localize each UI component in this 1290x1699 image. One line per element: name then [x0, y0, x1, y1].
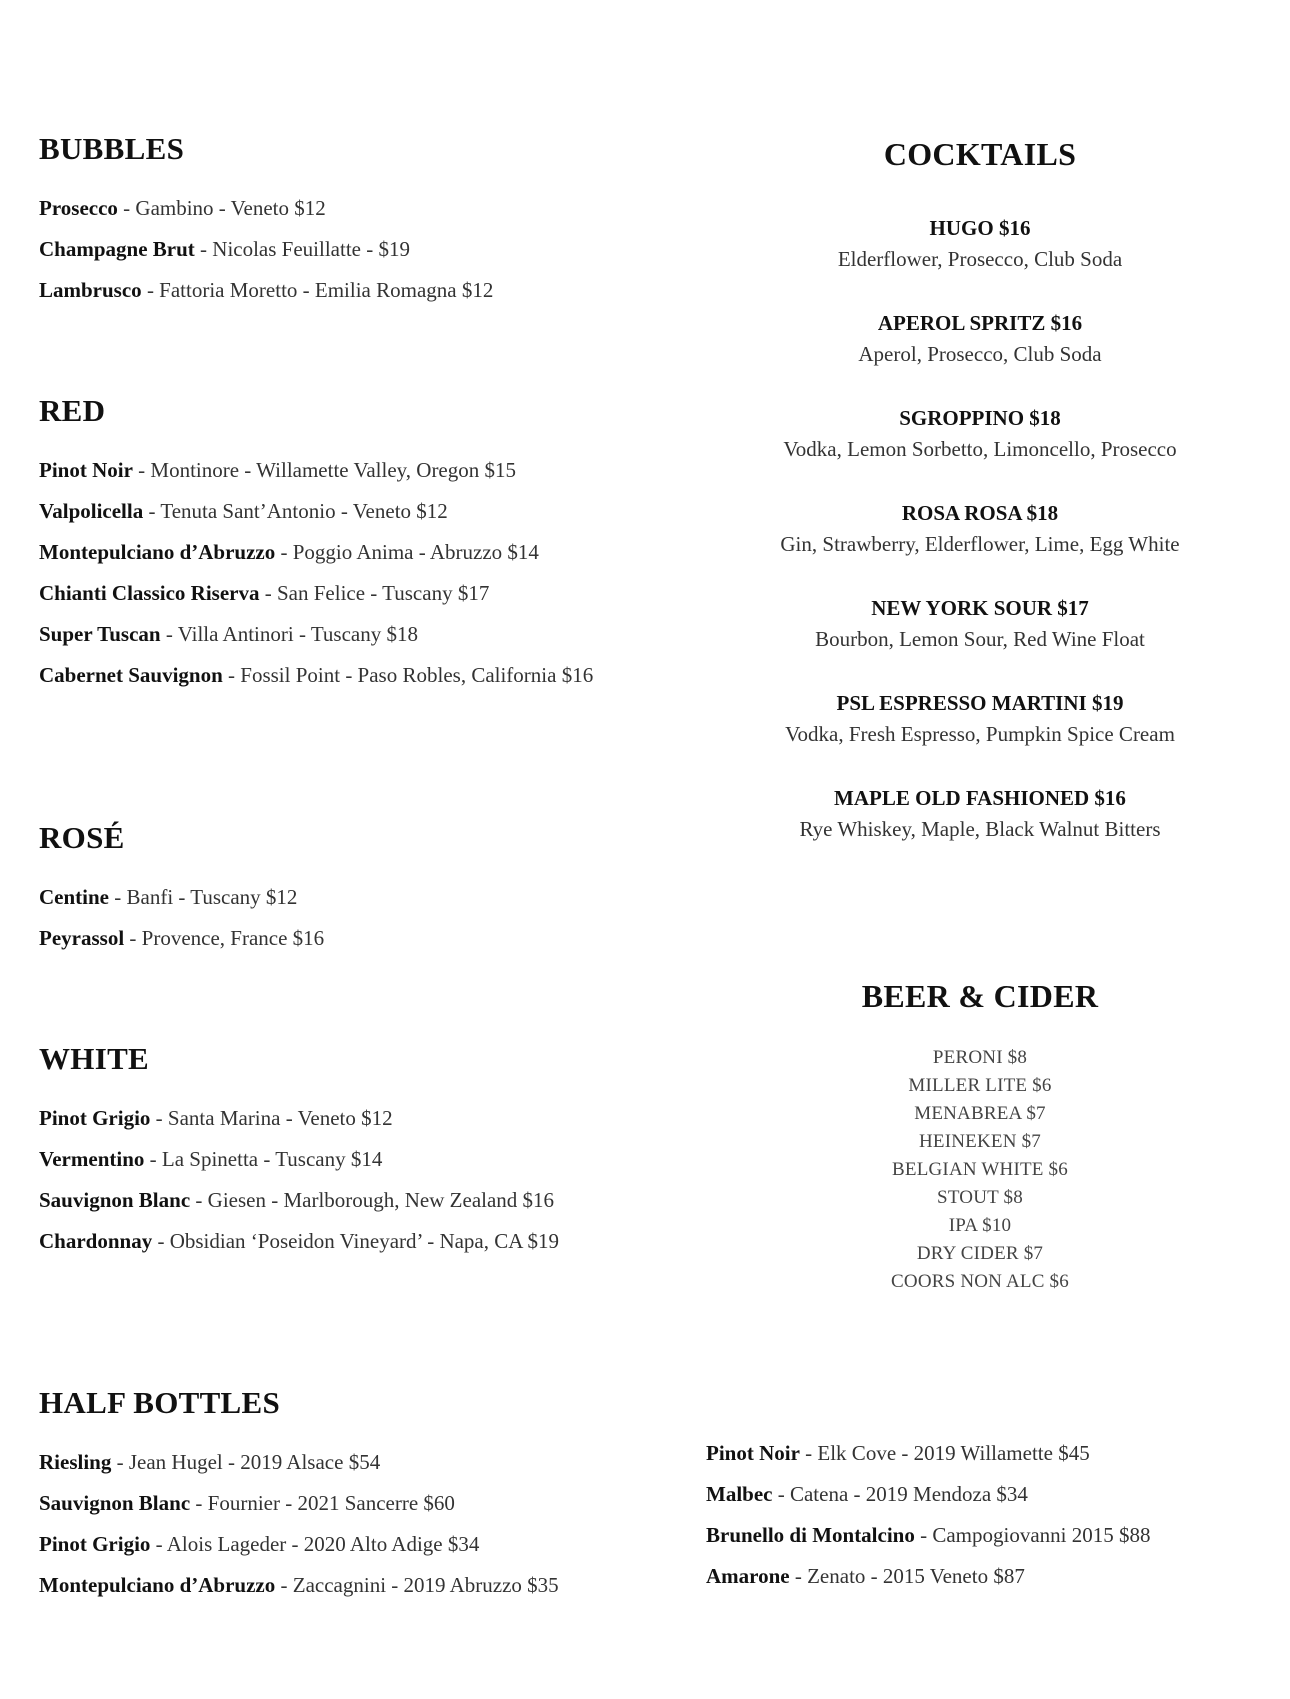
item-name: Chardonnay [39, 1229, 153, 1253]
item-name: Brunello di Montalcino [706, 1523, 915, 1547]
cocktail-item [760, 403, 1200, 498]
menu-item [39, 1098, 559, 1139]
item-detail: - Tenuta Sant’Antonio - Veneto $12 [143, 499, 448, 523]
item-detail: - Santa Marina - Veneto $12 [150, 1106, 393, 1130]
item-name: Centine [39, 885, 109, 909]
cocktail-desc: Aperol, Prosecco, Club Soda [858, 342, 1102, 366]
cocktail-item [760, 783, 1200, 878]
item-detail: - Villa Antinori - Tuscany $18 [160, 622, 418, 646]
cocktail-desc: Gin, Strawberry, Elderflower, Lime, Egg White [780, 532, 1180, 556]
menu-item [39, 1139, 559, 1180]
cocktail-item [760, 213, 1200, 308]
item-detail: - Fattoria Moretto - Emilia Romagna $12 [141, 278, 494, 302]
item-detail: - Zenato - 2015 Veneto $87 [789, 1564, 1025, 1588]
white-list [39, 1098, 559, 1262]
rose-list [39, 877, 324, 959]
red-heading: RED [39, 393, 106, 428]
beer-list [760, 1044, 1200, 1296]
menu-item [39, 1483, 559, 1524]
cocktail-name: NEW YORK SOUR $17 [871, 596, 1089, 620]
item-detail: - Alois Lageder - 2020 Alto Adige $34 [150, 1532, 480, 1556]
cocktail-item [760, 308, 1200, 403]
bubbles-section [39, 133, 493, 311]
item-name: Super Tuscan [39, 622, 161, 646]
item-name: Pinot Noir [706, 1441, 800, 1465]
cocktail-item [760, 498, 1200, 593]
item-name: Pinot Grigio [39, 1532, 151, 1556]
white-section [39, 1043, 559, 1262]
red-list [39, 450, 593, 696]
menu-item [39, 1221, 559, 1262]
beer-item: COORS NON ALC $6 [891, 1271, 1069, 1292]
item-name: Chianti Classico Riserva [39, 581, 260, 605]
menu-item [39, 918, 324, 959]
cocktail-name: ROSA ROSA $18 [901, 501, 1059, 525]
item-name: Cabernet Sauvignon [39, 663, 223, 687]
item-name: Riesling [39, 1450, 112, 1474]
menu-item [39, 1442, 559, 1483]
item-name: Champagne Brut [39, 237, 195, 261]
item-detail: - Elk Cove - 2019 Willamette $45 [799, 1441, 1090, 1465]
menu-item [39, 655, 593, 696]
cocktail-name: MAPLE OLD FASHIONED $16 [834, 786, 1126, 810]
item-detail: - Giesen - Marlborough, New Zealand $16 [190, 1188, 555, 1212]
cocktail-name: HUGO $16 [929, 216, 1031, 240]
item-name: Vermentino [39, 1147, 145, 1171]
menu-item [39, 188, 493, 229]
menu-item [706, 1556, 1151, 1597]
menu-item [39, 270, 493, 311]
beer-item: HEINEKEN $7 [919, 1131, 1041, 1152]
rose-heading: ROSÉ [39, 820, 125, 855]
item-detail: - Jean Hugel - 2019 Alsace $54 [111, 1450, 381, 1474]
beer-item: STOUT $8 [937, 1187, 1023, 1208]
item-name: Amarone [706, 1564, 790, 1588]
item-detail: - Fournier - 2021 Sancerre $60 [190, 1491, 455, 1515]
menu-item [706, 1474, 1151, 1515]
menu-item [39, 877, 324, 918]
menu-item [39, 450, 593, 491]
beer-item: DRY CIDER $7 [916, 1243, 1044, 1264]
beer-cider-section [760, 980, 1200, 1296]
beer-cider-heading: BEER & CIDER [861, 978, 1099, 1014]
red-section [39, 395, 593, 696]
cocktail-desc: Bourbon, Lemon Sour, Red Wine Float [815, 627, 1145, 651]
item-detail: - Nicolas Feuillatte - $19 [194, 237, 410, 261]
half-bottles-left-list [39, 1442, 559, 1606]
cocktail-name: PSL ESPRESSO MARTINI $19 [836, 691, 1124, 715]
cocktail-desc: Vodka, Fresh Espresso, Pumpkin Spice Cream [785, 722, 1175, 746]
item-detail: - Obsidian ‘Poseidon Vineyard’ - Napa, CA $19 [152, 1229, 560, 1253]
item-name: Sauvignon Blanc [39, 1188, 191, 1212]
item-detail: - Gambino - Veneto $12 [117, 196, 326, 220]
cocktail-desc: Vodka, Lemon Sorbetto, Limoncello, Prosecco [783, 437, 1177, 461]
menu-item [39, 1524, 559, 1565]
cocktail-name: SGROPPINO $18 [899, 406, 1061, 430]
white-heading: WHITE [39, 1041, 150, 1076]
item-name: Peyrassol [39, 926, 125, 950]
half-bottles-section [39, 1387, 559, 1606]
item-detail: - Poggio Anima - Abruzzo $14 [275, 540, 539, 564]
item-name: Malbec [706, 1482, 773, 1506]
menu-item [39, 491, 593, 532]
half-bottles-heading: HALF BOTTLES [39, 1385, 281, 1420]
bubbles-list [39, 188, 493, 311]
item-name: Sauvignon Blanc [39, 1491, 191, 1515]
item-name: Pinot Grigio [39, 1106, 151, 1130]
cocktails-list [760, 213, 1200, 878]
item-detail: - Montinore - Willamette Valley, Oregon $15 [132, 458, 517, 482]
beer-item: BELGIAN WHITE $6 [892, 1159, 1068, 1180]
item-name: Prosecco [39, 196, 118, 220]
beer-item: PERONI $8 [932, 1047, 1028, 1068]
item-detail: - Zaccagnini - 2019 Abruzzo $35 [275, 1573, 559, 1597]
item-detail: - La Spinetta - Tuscany $14 [144, 1147, 383, 1171]
beer-item: MENABREA $7 [914, 1103, 1046, 1124]
item-name: Pinot Noir [39, 458, 133, 482]
menu-item [39, 1565, 559, 1606]
menu-item [706, 1515, 1151, 1556]
menu-item [706, 1433, 1151, 1474]
item-name: Valpolicella [39, 499, 144, 523]
menu-item [39, 614, 593, 655]
cocktail-item [760, 593, 1200, 688]
rose-section [39, 822, 324, 959]
item-name: Lambrusco [39, 278, 142, 302]
item-name: Montepulciano d’Abruzzo [39, 1573, 276, 1597]
item-detail: - Fossil Point - Paso Robles, California $16 [222, 663, 594, 687]
cocktail-name: APEROL SPRITZ $16 [877, 311, 1083, 335]
bubbles-heading: BUBBLES [39, 131, 185, 166]
beer-item: MILLER LITE $6 [908, 1075, 1052, 1096]
item-detail: - Provence, France $16 [124, 926, 325, 950]
cocktail-desc: Elderflower, Prosecco, Club Soda [837, 247, 1123, 271]
item-detail: - Banfi - Tuscany $12 [109, 885, 298, 909]
cocktail-desc: Rye Whiskey, Maple, Black Walnut Bitters [799, 817, 1161, 841]
item-detail: - San Felice - Tuscany $17 [259, 581, 490, 605]
cocktails-section [760, 138, 1200, 878]
item-name: Montepulciano d’Abruzzo [39, 540, 276, 564]
menu-item [39, 1180, 559, 1221]
cocktail-item [760, 688, 1200, 783]
menu-item [39, 573, 593, 614]
beer-item: IPA $10 [948, 1215, 1012, 1236]
half-bottles-right-list [706, 1433, 1151, 1597]
item-detail: - Catena - 2019 Mendoza $34 [772, 1482, 1028, 1506]
item-detail: - Campogiovanni 2015 $88 [914, 1523, 1151, 1547]
menu-item [39, 532, 593, 573]
cocktails-heading: COCKTAILS [883, 136, 1077, 172]
menu-item [39, 229, 493, 270]
